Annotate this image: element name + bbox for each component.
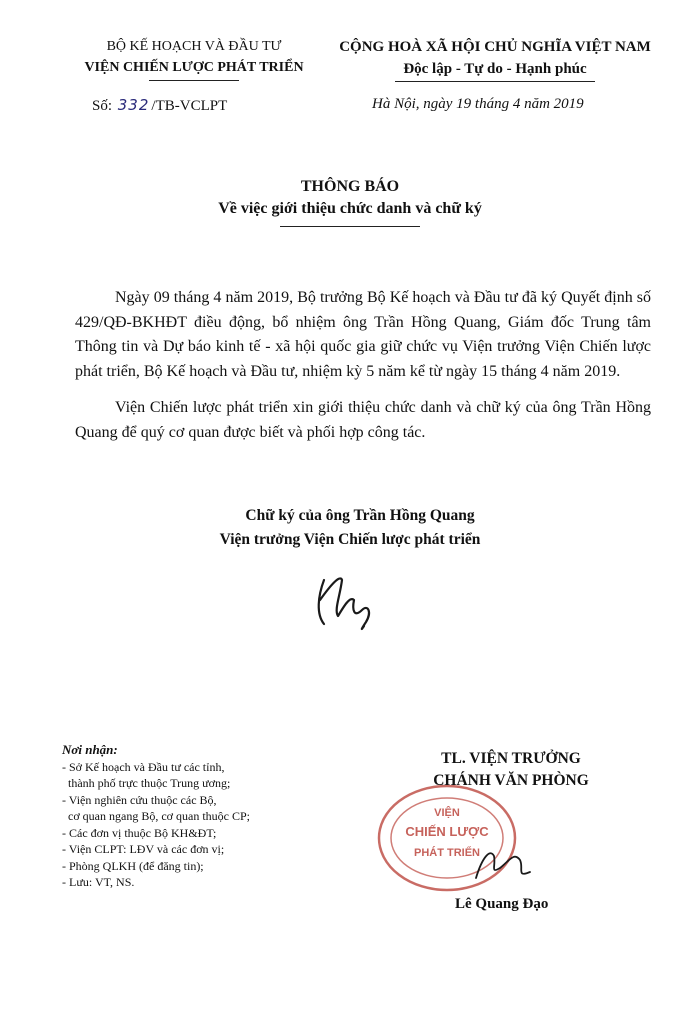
specimen-signature [310,566,390,636]
country-name: CỘNG HOÀ XÃ HỘI CHỦ NGHĨA VIỆT NAM [339,39,651,55]
motto-underline [395,81,595,82]
title-underline [280,226,420,227]
body-paragraph: Viện Chiến lược phát triển xin giới thiệu chức danh và chữ ký của ông Trần Hồng Quang để quý cơ quan được biết và phối hợp công tác. [75,399,651,441]
signature-heading-name: Chữ ký của ông Trần Hồng Quang [245,507,475,524]
issuer-block [50,36,338,81]
recipient-item: - Lưu: VT, NS. [62,875,135,889]
recipient-item: - Viện CLPT: LĐV và các đơn vị; [62,842,225,856]
stamp-line-3: PHÁT TRIỂN [414,847,480,859]
stamp-line-2: CHIẾN LƯỢC [405,824,489,839]
recipient-item: cơ quan ngang Bộ, cơ quan thuộc CP; [68,809,250,823]
number-handwritten: 332 [117,96,150,114]
body-text [75,286,651,457]
document-subtitle: Về việc giới thiệu chức danh và chữ ký [218,200,482,217]
institute-name: VIỆN CHIẾN LƯỢC PHÁT TRIỂN [84,60,304,75]
stamp-line-1: VIỆN [434,807,460,819]
recipient-item: - Viện nghiên cứu thuộc các Bộ, [62,792,217,807]
document-title: THÔNG BÁO [300,178,400,195]
recipient-item: - Sở Kế hoạch và Đầu tư các tỉnh, [62,759,225,774]
recipient-item: thành phố trực thuộc Trung ương; [68,776,231,790]
document-number [92,96,227,115]
recipient-item: - Các đơn vị thuộc Bộ KH&ĐT; [62,825,217,840]
signer-block [408,748,614,792]
title-block [0,176,700,227]
ministry-name: BỘ KẾ HOẠCH VÀ ĐẦU TƯ [106,39,282,54]
body-paragraph: Ngày 09 tháng 4 năm 2019, Bộ trưởng Bộ Kế hoạch và Đầu tư đã ký Quyết định số 429/QĐ-BKHĐT điều động, bổ nhiệm ông Trần Hồng Quang, Giám đốc Trung tâm Thông tin và Dự báo kinh tế - xã hội quốc gia giữ chức vụ Viện trưởng Viện Chiến lược phát triển, Bộ Kế hoạch và Đầu tư, nhiệm kỳ 5 năm kể từ ngày 15 tháng 4 năm 2019. [75,289,651,380]
signer-authority: TL. VIỆN TRƯỞNG [441,750,581,767]
signature-heading [0,504,700,552]
number-prefix: Số: [92,98,113,114]
signer-position: CHÁNH VĂN PHÒNG [433,772,589,789]
national-header [330,36,660,82]
signer-name: Lê Quang Đạo [455,896,549,912]
issuer-underline [149,80,239,81]
signer-signature [470,838,540,888]
place-date: Hà Nội, ngày 19 tháng 4 năm 2019 [372,96,584,112]
signature-heading-position: Viện trưởng Viện Chiến lược phát triển [219,531,481,548]
recipient-item: - Phòng QLKH (để đăng tin); [62,858,204,873]
recipients-block [62,742,382,891]
recipients-title: Nơi nhận: [62,742,118,757]
national-motto: Độc lập - Tự do - Hạnh phúc [403,61,587,77]
number-suffix: /TB-VCLPT [151,98,228,114]
